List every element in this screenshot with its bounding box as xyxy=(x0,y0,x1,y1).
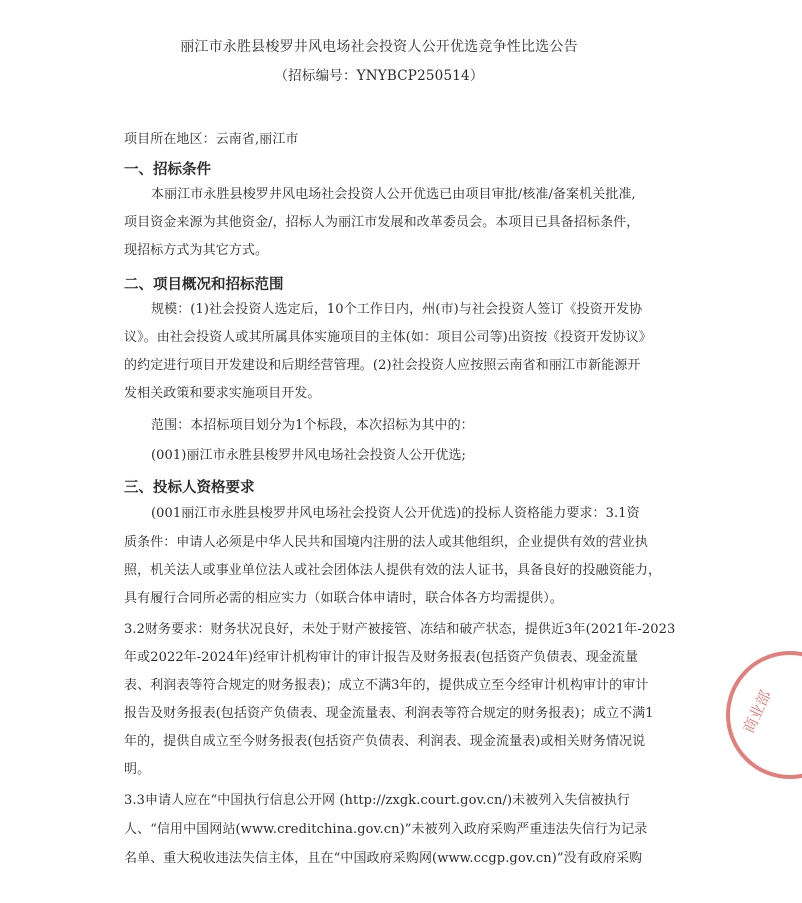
paragraph-line: 3.3申请人应在“中国执行信息公开网 (http://zxgk.court.gov.cn/)未被列入失信被执行 xyxy=(124,793,631,808)
tender-code: （招标编号：YNYBCP250514） xyxy=(274,68,484,84)
paragraph-line: 规模：(1)社会投资人选定后，10个工作日内，州(市)与社会投资人签订《投资开发协 xyxy=(151,302,643,317)
section-heading: 三、投标人资格要求 xyxy=(124,480,255,496)
paragraph-line: 名单、重大税收违法失信主体，且在“中国政府采购网(www.ccgp.gov.cn)”没有政府采购 xyxy=(124,851,643,866)
paragraph-line: 3.2财务要求：财务状况良好，未处于财产被接管、冻结和破产状态，提供近3年(2021年-2023 xyxy=(124,622,676,637)
paragraph-line: 的约定进行项目开发建设和后期经营管理。(2)社会投资人应按照云南省和丽江市新能源开 xyxy=(124,358,641,373)
paragraph-line: 议》。由社会投资人或其所属具体实施项目的主体(如：项目公司等)出资按《投资开发协议》 xyxy=(124,330,652,345)
project-location: 项目所在地区：云南省,丽江市 xyxy=(124,132,299,147)
svg-text:商业部: 商业部 xyxy=(739,687,775,736)
official-seal-stamp xyxy=(722,640,802,790)
paragraph-line: 本丽江市永胜县梭罗井风电场社会投资人公开优选已由项目审批/核准/备案机关批准, xyxy=(151,187,636,202)
paragraph-line: 照，机关法人或事业单位法人或社会团体法人提供有效的法人证书，具备良好的投融资能力， xyxy=(124,563,662,578)
paragraph-line: 项目资金来源为其他资金/，招标人为丽江市发展和改革委员会。本项目已具备招标条件， xyxy=(124,215,640,230)
paragraph-line: 报告及财务报表(包括资产负债表、现金流量表、利润表等符合规定的财务报表)；成立不满1 xyxy=(124,706,654,721)
paragraph-line: 现招标方式为其它方式。 xyxy=(124,243,269,258)
paragraph-line: 年的，提供自成立至今财务报表(包括资产负债表、利润表、现金流量表)或相关财务情况说 xyxy=(124,734,646,749)
paragraph-line: (001丽江市永胜县梭罗井风电场社会投资人公开优选)的投标人资格能力要求：3.1资 xyxy=(151,506,640,521)
paragraph-line: 表、利润表等符合规定的财务报表)；成立不满3年的，提供成立至今经审计机构审计的审计 xyxy=(124,678,649,693)
paragraph-line: 质条件：申请人必须是中华人民共和国境内注册的法人或其他组织，企业提供有效的营业执 xyxy=(124,535,649,550)
paragraph-line: 发相关政策和要求实施项目开发。 xyxy=(124,386,321,401)
paragraph-line: 范围：本招标项目划分为1个标段，本次招标为其中的： xyxy=(151,418,474,433)
document-title: 丽江市永胜县梭罗井风电场社会投资人公开优选竞争性比选公告 xyxy=(180,39,578,55)
paragraph-line: 年或2022年-2024年)经审计机构审计的审计报告及财务报表(包括资产负债表、现金流量 xyxy=(124,650,639,665)
paragraph-line: 明。 xyxy=(124,762,151,777)
paragraph-line: 具有履行合同所必需的相应实力（如联合体申请时，联合体各方均需提供）。 xyxy=(124,591,563,606)
section-heading: 二、项目概况和招标范围 xyxy=(124,277,284,293)
paragraph-line: 人、“信用中国网站(www.creditchina.gov.cn)”未被列入政府采购严重违法失信行为记录 xyxy=(124,822,648,837)
paragraph-line: (001)丽江市永胜县梭罗井风电场社会投资人公开优选; xyxy=(151,448,467,463)
section-heading: 一、招标条件 xyxy=(124,162,211,178)
